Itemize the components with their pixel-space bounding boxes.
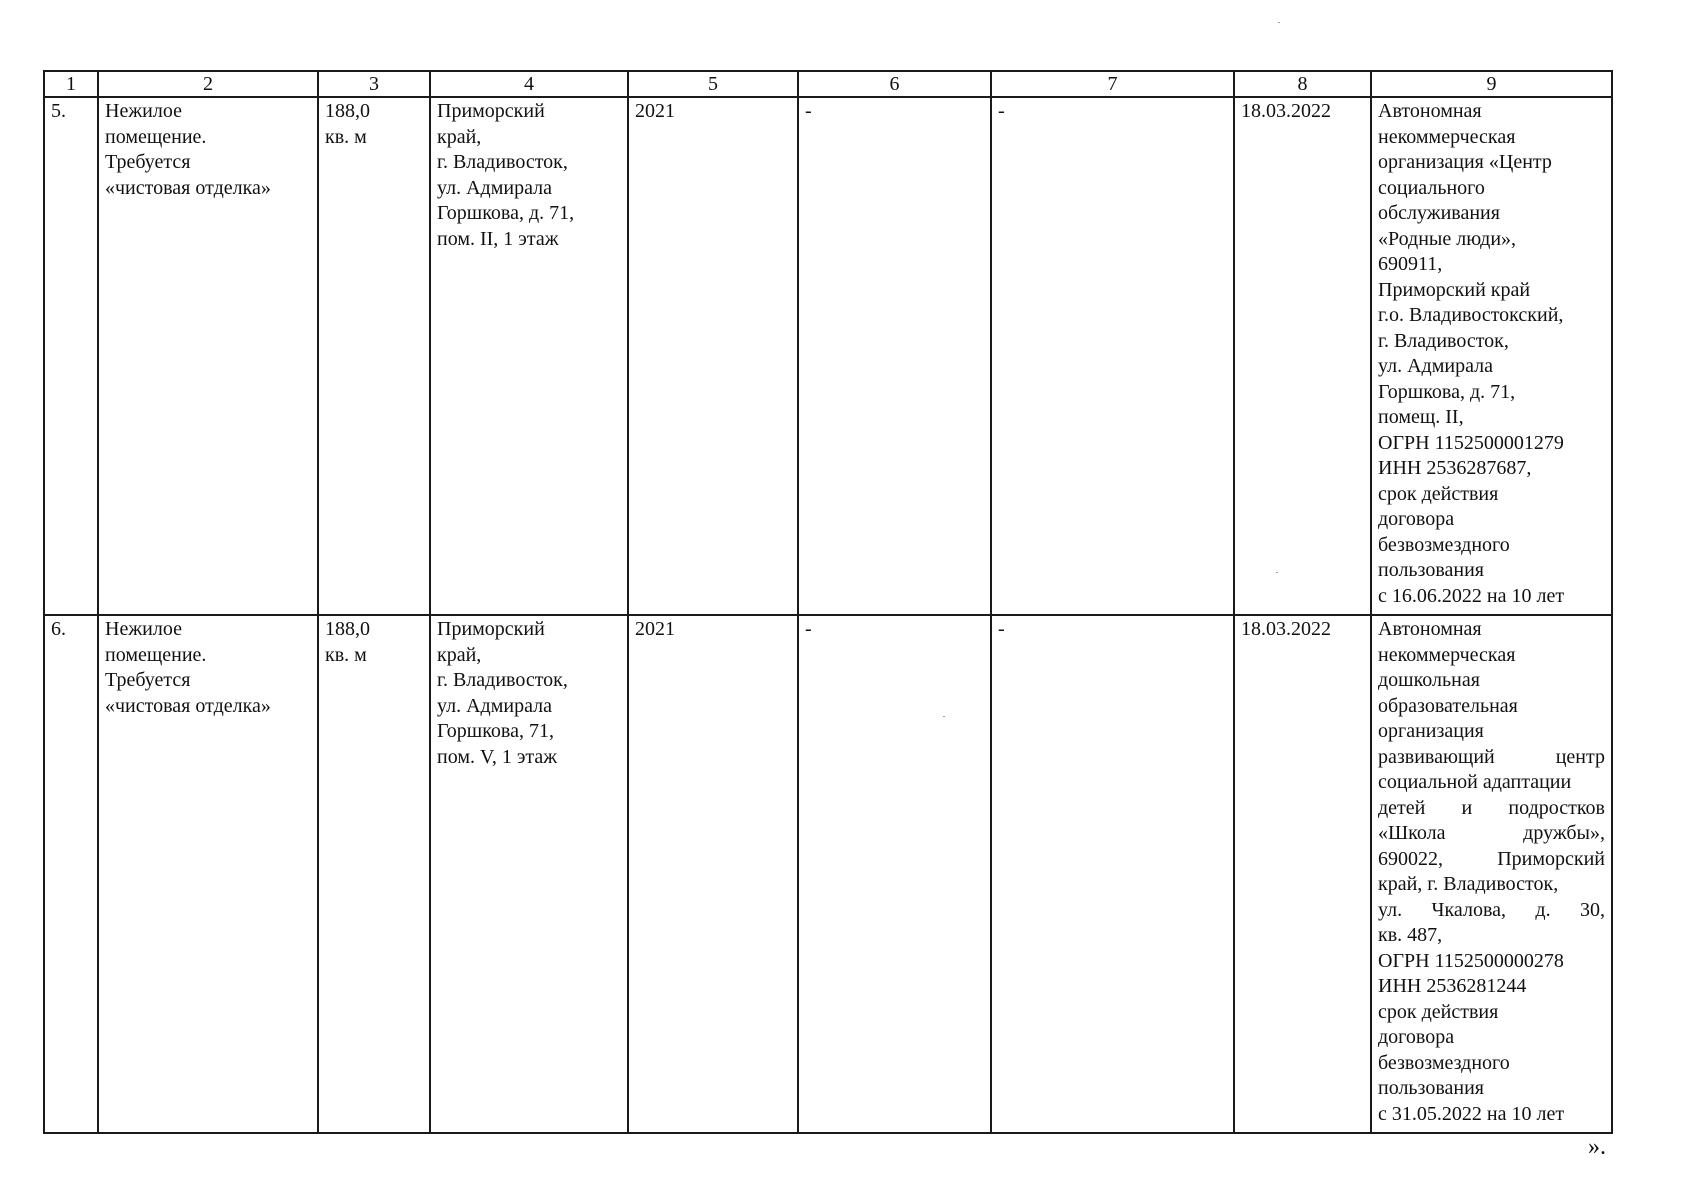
object-name-cell [98, 97, 318, 615]
address-line: Горшкова, д. 71, [437, 202, 575, 224]
holder-line: ИНН 2536281244 [1378, 975, 1527, 997]
object-name-cell [98, 615, 318, 1133]
holder-line: ОГРН 1152500001279 [1378, 431, 1564, 454]
header-col-7: 7 [991, 71, 1234, 97]
header-col-5: 5 [628, 71, 798, 97]
holder-line: Автономная [1378, 100, 1482, 122]
header-col-9: 9 [1371, 71, 1612, 97]
holder-line: край, г. Владивосток, [1378, 873, 1559, 895]
year-cell: 2021 [628, 615, 798, 1133]
address-line: г. Владивосток, [437, 151, 568, 173]
holder-line: дошкольная [1378, 669, 1480, 691]
holder-line: 690911, [1378, 253, 1443, 275]
scan-speck [943, 716, 945, 717]
col7-cell: - [991, 615, 1234, 1133]
holder-line: срок действия [1378, 1000, 1499, 1023]
col6-cell: - [798, 97, 991, 615]
holder-line: 690022, Приморский [1378, 847, 1605, 870]
holder-line: безвозмездного [1378, 1051, 1510, 1074]
property-registry-table [43, 70, 1613, 1134]
address-line: Приморский [437, 100, 545, 122]
date-cell: 18.03.2022 [1234, 615, 1371, 1133]
scan-speck [1276, 572, 1278, 573]
holder-line: организация [1378, 720, 1484, 742]
holder-line: ул. Чкалова, д. 30, [1378, 898, 1605, 921]
holder-line: Автономная [1378, 618, 1482, 640]
closing-quote-mark: ». [1588, 1134, 1606, 1160]
area-unit: кв. м [325, 125, 367, 148]
holder-line: некоммерческая [1378, 125, 1516, 148]
holder-line: г.о. Владивостокский, [1378, 304, 1564, 326]
holder-line: детей и подростков [1378, 796, 1605, 819]
holder-line: с 31.05.2022 на 10 лет [1378, 1102, 1565, 1125]
address-line: пом. V, 1 этаж [437, 745, 558, 768]
object-name-line: Нежилое [105, 100, 182, 122]
holder-line: договора [1378, 508, 1455, 530]
address-cell [430, 97, 628, 615]
holder-line: помещ. II, [1378, 406, 1464, 428]
holder-line: ОГРН 1152500000278 [1378, 949, 1564, 972]
area-value: 188,0 [325, 618, 370, 640]
object-name-line: Требуется [105, 669, 191, 691]
address-line: ул. Адмирала [437, 694, 552, 717]
address-line: край, [437, 125, 482, 148]
address-line: Горшкова, 71, [437, 720, 554, 742]
address-cell [430, 615, 628, 1133]
holder-line: образовательная [1378, 694, 1518, 717]
col7-cell: - [991, 97, 1234, 615]
header-col-1: 1 [44, 71, 98, 97]
holder-cell [1371, 615, 1612, 1133]
holder-line: социального [1378, 176, 1485, 199]
table-row [44, 615, 1612, 1133]
header-row [44, 71, 1612, 97]
year-cell: 2021 [628, 97, 798, 615]
object-name-line: Требуется [105, 151, 191, 173]
address-line: ул. Адмирала [437, 176, 552, 199]
object-name-line: «чистовая отделка» [105, 176, 271, 199]
area-cell [318, 615, 430, 1133]
holder-line: ул. Адмирала [1378, 355, 1493, 377]
holder-line: Горшкова, д. 71, [1378, 380, 1516, 403]
object-name-line: помещение. [105, 643, 207, 666]
address-line: Приморский [437, 618, 545, 640]
holder-line: обслуживания [1378, 202, 1500, 224]
holder-line: социальной адаптации [1378, 771, 1572, 793]
header-col-6: 6 [798, 71, 991, 97]
address-line: г. Владивосток, [437, 669, 568, 691]
address-line: край, [437, 643, 482, 666]
holder-line: пользования [1378, 1077, 1484, 1099]
holder-line: кв. 487, [1378, 924, 1443, 946]
area-value: 188,0 [325, 100, 370, 122]
holder-line: «Школа дружбы», [1378, 822, 1605, 844]
holder-line: с 16.06.2022 на 10 лет [1378, 584, 1565, 607]
header-col-3: 3 [318, 71, 430, 97]
holder-line: срок действия [1378, 482, 1499, 505]
address-line: пом. II, 1 этаж [437, 227, 559, 250]
holder-line: организация «Центр [1378, 151, 1552, 173]
col6-cell: - [798, 615, 991, 1133]
holder-line: пользования [1378, 559, 1484, 581]
area-unit: кв. м [325, 643, 367, 666]
row-number: 5. [44, 97, 98, 615]
holder-line: Приморский край [1378, 278, 1531, 301]
holder-line: развивающий центр [1378, 745, 1605, 768]
object-name-line: Нежилое [105, 618, 182, 640]
date-cell: 18.03.2022 [1234, 97, 1371, 615]
holder-line: некоммерческая [1378, 643, 1516, 666]
holder-line: ИНН 2536287687, [1378, 457, 1532, 479]
area-cell [318, 97, 430, 615]
header-col-2: 2 [98, 71, 318, 97]
holder-line: безвозмездного [1378, 533, 1510, 556]
scan-speck [1278, 22, 1280, 23]
object-name-line: «чистовая отделка» [105, 694, 271, 717]
header-col-8: 8 [1234, 71, 1371, 97]
holder-cell [1371, 97, 1612, 615]
holder-line: договора [1378, 1026, 1455, 1048]
header-col-4: 4 [430, 71, 628, 97]
object-name-line: помещение. [105, 125, 207, 148]
table-row [44, 97, 1612, 615]
row-number: 6. [44, 615, 98, 1133]
holder-line: «Родные люди», [1378, 227, 1517, 250]
holder-line: г. Владивосток, [1378, 329, 1509, 352]
